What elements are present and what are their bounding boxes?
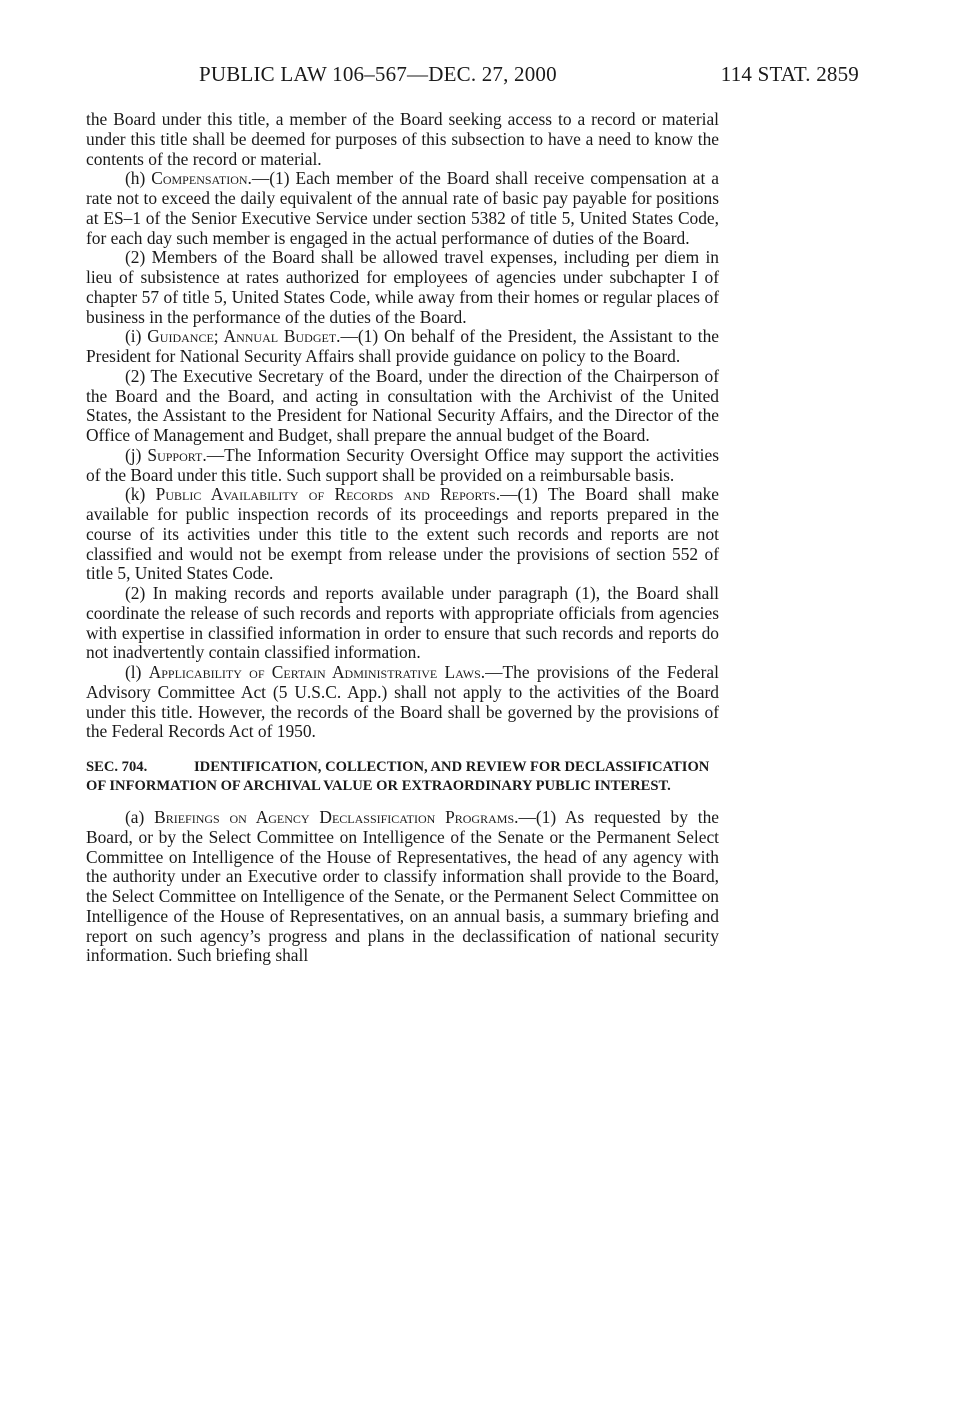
section-title: IDENTIFICATION, COLLECTION, AND REVIEW FOR DECLASSIFICATION OF INFORMATION OF ARCHIVAL VALUE OR EXTRAORDINARY PUBLIC INTEREST. — [86, 759, 710, 794]
statute-page-number: 114 STAT. 2859 — [720, 62, 859, 86]
running-header — [199, 62, 859, 90]
subsection-label: (h) — [125, 168, 152, 189]
subsection-text: —The Information Security Oversight Office may support the activities of the Board under this title. Such support shall be provided on a reimbursable basis. — [86, 444, 720, 485]
subsection-heading: Public Availability of Records and Reports. — [155, 484, 501, 505]
subsection-heading: Briefings on Agency Declassification Programs. — [154, 807, 519, 827]
subsection-label: (i) — [125, 326, 148, 347]
paragraph-i-guidance — [86, 327, 719, 367]
paragraph-k-2: (2) In making records and reports available under paragraph (1), the Board shall coordinate the release of such records and reports with appropriate officials from agencies with expertise in classified information in order to ensure that such records and reports do not inadvertently contain classified information. — [86, 583, 719, 663]
paragraph-k-public-availability — [86, 485, 719, 584]
subsection-heading: Guidance; Annual Budget. — [147, 326, 341, 347]
paragraph-a-briefings — [86, 808, 719, 966]
body-text — [86, 110, 719, 966]
paragraph-l-applicability — [86, 663, 719, 742]
paragraph-h-compensation — [86, 169, 719, 248]
subsection-heading: Applicability of Certain Administrative Laws. — [148, 662, 486, 682]
subsection-text: —(1) As requested by the Board, or by the Select Committee on Intelligence of the Senate or the Permanent Select Committee on Intelligence of the House of Representatives, the head of any agency with the authority under an Executive order to classify information shall provide to the Board, the Select Committee on Intelligence of the Senate, or the Permanent Select Committee on Intelligence of the House of Representatives, on an annual basis, a summary briefing and report on such agency’s progress and plans in the declassification of national security information. Such briefing shall — [86, 807, 719, 966]
subsection-heading: Support. — [147, 444, 207, 465]
subsection-label: (k) — [125, 484, 156, 505]
paragraph-h-2: (2) Members of the Board shall be allowed travel expenses, including per diem in lieu of subsistence at rates authorized for employees of agencies under subchapter I of chapter 57 of title 5, United States Code, while away from their homes or regular places of business in the performance of the duties of the Board. — [86, 247, 719, 327]
subsection-label: (j) — [125, 444, 148, 465]
paragraph-j-support — [86, 446, 719, 486]
paragraph-i-2: (2) The Executive Secretary of the Board, under the direction of the Chairperson of the Board and the Board, and acting in consultation with the Archivist of the United States, the Assistant to the President for National Security Affairs, and the Director of the Office of Management and Budget, shall prepare the annual budget of the Board. — [86, 365, 719, 445]
subsection-text: —The provisions of the Federal Advisory Committee Act (5 U.S.C. App.) shall not apply to the activities of the Board under this title. However, the records of the Board shall be governed by the provisions of the Federal Records Act of 1950. — [86, 662, 719, 742]
paragraph-continuation: the Board under this title, a member of the Board seeking access to a record or material under this title shall be deemed for purposes of this subsection to have a need to know the contents of the record or material. — [86, 109, 719, 169]
subsection-label: (l) — [125, 662, 149, 682]
subsection-text: —(1) On behalf of the President, the Assistant to the President for National Security Affairs shall provide guidance on policy to the Board. — [86, 326, 719, 366]
section-number: SEC. 704. — [86, 759, 148, 775]
subsection-heading: Compensation. — [151, 168, 252, 189]
public-law-citation: PUBLIC LAW 106–567—DEC. 27, 2000 — [199, 62, 557, 86]
section-heading — [86, 758, 719, 796]
subsection-text: —(1) The Board shall make available for public inspection records of its proceedings and reports prepared in the course of its activities under this title to the extent such records and reports are not classified and would not be exempt from release under the provisions of section 552 of title 5, United States Code. — [86, 484, 719, 584]
subsection-text: —(1) Each member of the Board shall receive compensation at a rate not to exceed the daily equivalent of the annual rate of basic pay payable for positions at ES–1 of the Senior Executive Service under section 5382 of title 5, United States Code, for each day such member is engaged in the actual performance of duties of the Board. — [86, 168, 719, 248]
subsection-label: (a) — [125, 807, 155, 827]
